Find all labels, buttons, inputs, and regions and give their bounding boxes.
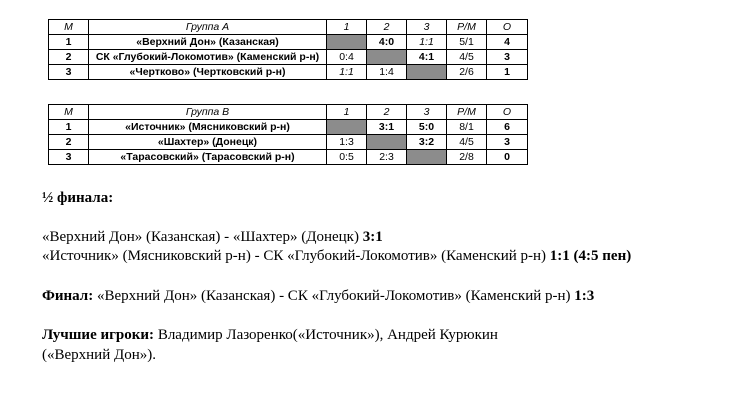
- score-cell: 5:0: [407, 120, 447, 135]
- points-cell: 0: [487, 150, 528, 165]
- semifinal-match-1: [42, 229, 383, 246]
- diagonal-cell: [367, 50, 407, 65]
- best-players-line-2: («Верхний Дон»).: [42, 347, 156, 363]
- col-header-m: М: [49, 20, 89, 35]
- score-cell: 1:4: [367, 65, 407, 80]
- diagonal-cell: [327, 120, 367, 135]
- table-row: [49, 35, 528, 50]
- col-header-3: 3: [407, 105, 447, 120]
- row-num: 2: [49, 50, 89, 65]
- group-a-title: Группа А: [89, 20, 327, 35]
- points-cell: 3: [487, 135, 528, 150]
- score-cell: 0:4: [327, 50, 367, 65]
- semifinal-heading: ½ финала:: [42, 190, 114, 206]
- points-cell: 1: [487, 65, 528, 80]
- score-cell: 4:1: [407, 50, 447, 65]
- table-header-row: [49, 105, 528, 120]
- row-num: 3: [49, 65, 89, 80]
- score-cell: 1:1: [327, 65, 367, 80]
- col-header-rm: Р/М: [447, 20, 487, 35]
- final-score: 1:3: [574, 288, 595, 304]
- col-header-1: 1: [327, 20, 367, 35]
- best-players-label: Лучшие игроки:: [42, 327, 155, 343]
- table-row: [49, 120, 528, 135]
- goals-cell: 5/1: [447, 35, 487, 50]
- points-cell: 3: [487, 50, 528, 65]
- goals-cell: 4/5: [447, 135, 487, 150]
- row-num: 1: [49, 35, 89, 50]
- score-cell: 1:3: [327, 135, 367, 150]
- col-header-rm: Р/М: [447, 105, 487, 120]
- col-header-2: 2: [367, 20, 407, 35]
- table-row: [49, 135, 528, 150]
- team-name: «Чертково» (Чертковский р-н): [89, 65, 327, 80]
- col-header-2: 2: [367, 105, 407, 120]
- match-score: 1:1 (4:5 пен): [549, 248, 632, 264]
- final-line: [42, 288, 594, 305]
- row-num: 1: [49, 120, 89, 135]
- table-row: [49, 65, 528, 80]
- team-name: «Шахтер» (Донецк): [89, 135, 327, 150]
- goals-cell: 2/6: [447, 65, 487, 80]
- score-cell: 2:3: [367, 150, 407, 165]
- table-row: [49, 50, 528, 65]
- col-header-m: М: [49, 105, 89, 120]
- team-name: «Тарасовский» (Тарасовский р-н): [89, 150, 327, 165]
- goals-cell: 8/1: [447, 120, 487, 135]
- diagonal-cell: [367, 135, 407, 150]
- score-cell: 4:0: [367, 35, 407, 50]
- score-cell: 3:2: [407, 135, 447, 150]
- match-text: «Источник» (Мясниковский р-н) - СК «Глубокий-Локомотив» (Каменский р-н): [42, 248, 550, 264]
- goals-cell: 2/8: [447, 150, 487, 165]
- final-label: Финал:: [42, 288, 94, 304]
- row-num: 3: [49, 150, 89, 165]
- col-header-o: О: [487, 105, 528, 120]
- goals-cell: 4/5: [447, 50, 487, 65]
- score-cell: 0:5: [327, 150, 367, 165]
- final-text: «Верхний Дон» (Казанская) - СК «Глубокий-Локомотив» (Каменский р-н): [93, 288, 575, 304]
- points-cell: 6: [487, 120, 528, 135]
- diagonal-cell: [327, 35, 367, 50]
- best-players-line: [42, 327, 498, 344]
- match-score: 3:1: [362, 229, 383, 245]
- best-players-text: Владимир Лазоренко(«Источник»), Андрей Курюкин: [154, 327, 498, 343]
- group-a-table: [48, 19, 528, 80]
- diagonal-cell: [407, 65, 447, 80]
- table-row: [49, 150, 528, 165]
- points-cell: 4: [487, 35, 528, 50]
- semifinal-match-2: [42, 248, 631, 265]
- match-text: «Верхний Дон» (Казанская) - «Шахтер» (Донецк): [42, 229, 363, 245]
- group-b-title: Группа В: [89, 105, 327, 120]
- score-cell: 1:1: [407, 35, 447, 50]
- group-b-table: [48, 104, 528, 165]
- diagonal-cell: [407, 150, 447, 165]
- team-name: «Источник» (Мясниковский р-н): [89, 120, 327, 135]
- table-header-row: [49, 20, 528, 35]
- team-name: СК «Глубокий-Локомотив» (Каменский р-н): [89, 50, 327, 65]
- col-header-3: 3: [407, 20, 447, 35]
- score-cell: 3:1: [367, 120, 407, 135]
- col-header-1: 1: [327, 105, 367, 120]
- row-num: 2: [49, 135, 89, 150]
- team-name: «Верхний Дон» (Казанская): [89, 35, 327, 50]
- col-header-o: О: [487, 20, 528, 35]
